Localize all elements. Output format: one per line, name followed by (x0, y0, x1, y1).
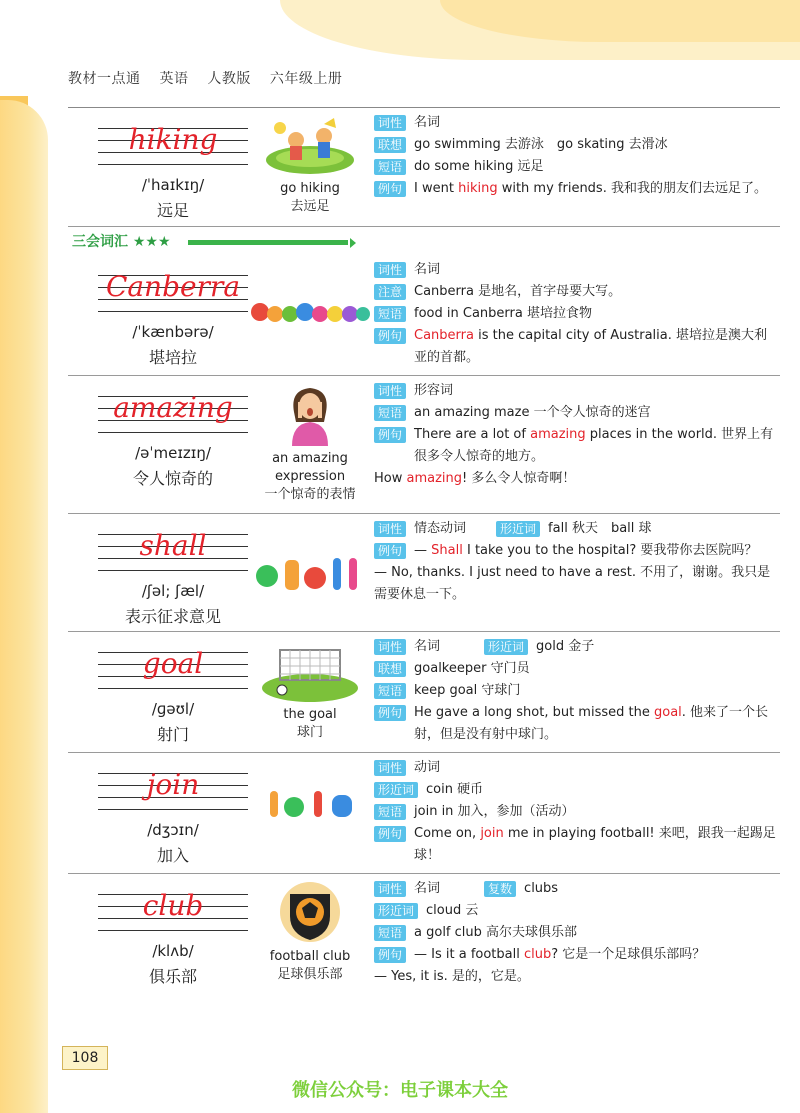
def-text: a golf club 高尔夫球俱乐部 (414, 925, 578, 940)
definition-column (374, 259, 778, 369)
def-row (374, 303, 778, 325)
word-column (98, 261, 248, 368)
vocab-entry-goal (68, 632, 780, 753)
def-tag: 联想 (374, 137, 406, 153)
def-text: Canberra 是地名，首字母要大写。 (414, 284, 622, 299)
handwriting-lines (98, 520, 248, 576)
def-row (374, 540, 778, 562)
def-text: 名词 (414, 262, 441, 277)
def-tag: 词性 (374, 521, 406, 537)
def-row (374, 325, 778, 369)
def-row (374, 922, 778, 944)
header-subject: 英语 (159, 71, 189, 87)
def-tag: 形近词 (496, 521, 540, 537)
example-sentence: How amazing! 多么令人惊奇啊！ (374, 471, 576, 486)
def-tag: 复数 (484, 881, 516, 897)
meaning: 俱乐部 (148, 967, 197, 986)
example-sentence: He gave a long shot, but missed the goal. 他来了一个长射，但是没有射中球门。 (414, 705, 769, 742)
page-edge-decoration-inner (0, 100, 48, 1113)
goal-net-icon (260, 638, 360, 702)
def-row (374, 944, 778, 966)
amazed-woman-icon (280, 382, 340, 446)
section-bar-arrow (350, 238, 356, 248)
image-column (250, 880, 370, 984)
def-row (374, 468, 778, 490)
def-row (374, 823, 778, 867)
def-row (374, 680, 778, 702)
def-text: goalkeeper 守门员 (414, 661, 530, 676)
def-row (374, 178, 778, 200)
def-tag: 词性 (374, 881, 406, 897)
headword: goal (142, 647, 204, 680)
def-text: fall 秋天 ball 球 (548, 521, 652, 536)
vocabulary-content (68, 108, 780, 1014)
def-text: join in 加入，参加（活动） (414, 804, 575, 819)
def-row (374, 112, 778, 134)
meaning: 远足 (156, 201, 189, 220)
def-tag: 例句 (374, 705, 406, 721)
def-tag: 词性 (374, 115, 406, 131)
image-column (250, 554, 370, 598)
def-text: an amazing maze 一个令人惊奇的迷宫 (414, 405, 651, 420)
definition-column (374, 518, 778, 606)
definition-column (374, 757, 778, 867)
def-row (374, 402, 778, 424)
def-row (374, 134, 778, 156)
word-column (98, 759, 248, 866)
def-row (374, 380, 778, 402)
def-row (374, 878, 778, 900)
def-row (374, 424, 778, 468)
word-column (98, 114, 248, 221)
definition-column (374, 380, 778, 490)
def-tag: 短语 (374, 925, 406, 941)
definition-column (374, 878, 778, 988)
headword: shall (139, 529, 207, 562)
example-sentence: — No, thanks. I just need to have a rest. 不用了，谢谢。我只是需要休息一下。 (374, 565, 771, 602)
def-row (374, 562, 778, 606)
section-title (68, 227, 780, 255)
def-text: cloud 云 (426, 903, 479, 918)
headword: Canberra (105, 270, 241, 303)
page-header (68, 68, 356, 88)
example-sentence: I went hiking with my friends. 我和我的朋友们去远足了。 (414, 181, 767, 196)
canberra-letters-icon (250, 295, 370, 329)
phonetic: /ˈhaɪkɪŋ/ (141, 176, 205, 194)
def-text: 动词 (414, 760, 441, 775)
meaning: 令人惊奇的 (132, 469, 213, 488)
example-sentence: There are a lot of amazing places in the world. 世界上有很多令人惊奇的地方。 (414, 427, 774, 464)
def-row (374, 156, 778, 178)
definition-column (374, 112, 778, 200)
phonetic: /ɡəʊl/ (151, 700, 195, 718)
vocab-entry-amazing (68, 376, 780, 514)
image-caption-line: the goal (283, 707, 337, 722)
example-sentence: — Yes, it is. 是的，它是。 (374, 969, 530, 984)
headword: club (142, 889, 204, 922)
def-tag: 形近词 (484, 639, 528, 655)
handwriting-lines (98, 880, 248, 936)
def-tag: 例句 (374, 181, 406, 197)
def-text: do some hiking 远足 (414, 159, 544, 174)
section-bar (188, 240, 348, 245)
def-tag: 注意 (374, 284, 406, 300)
def-tag: 例句 (374, 543, 406, 559)
headword: hiking (128, 123, 218, 156)
def-text: gold 金子 (536, 639, 595, 654)
def-row (374, 281, 778, 303)
image-caption-line: 一个惊奇的表情 (264, 487, 356, 502)
def-tag: 例句 (374, 427, 406, 443)
word-column (98, 382, 248, 489)
def-tag: 词性 (374, 639, 406, 655)
def-tag: 短语 (374, 159, 406, 175)
def-text: keep goal 守球门 (414, 683, 521, 698)
image-column (250, 295, 370, 333)
phonetic: /ˈkænbərə/ (132, 323, 214, 341)
meaning: 表示征求意见 (124, 607, 221, 626)
vocab-entry-join (68, 753, 780, 874)
def-text: coin 硬币 (426, 782, 484, 797)
footer-watermark: 微信公众号：电子课本大全 (292, 1080, 508, 1101)
def-tag: 词性 (374, 262, 406, 278)
def-text: 形容词 (414, 383, 454, 398)
def-text: 名词 (414, 115, 441, 130)
header-grade: 六年级上册 (269, 71, 343, 87)
meaning: 堪培拉 (148, 348, 197, 367)
example-sentence: Canberra is the capital city of Australia. 堪培拉是澳大利亚的首都。 (414, 328, 767, 365)
image-caption-line: 球门 (296, 725, 323, 740)
def-row (374, 658, 778, 680)
shall-letters-icon (255, 554, 365, 594)
example-sentence: — Shall I take you to the hospital? 要我带你去医院吗？ (414, 543, 758, 558)
header-edition: 人教版 (207, 71, 251, 87)
image-caption-line: 足球俱乐部 (277, 967, 343, 982)
def-row (374, 518, 778, 540)
image-caption-line: an amazing (272, 451, 348, 466)
handwriting-lines (98, 638, 248, 694)
headword: amazing (113, 391, 233, 424)
def-row (374, 702, 778, 746)
example-sentence: — Is it a football club? 它是一个足球俱乐部吗？ (414, 947, 706, 962)
def-tag: 形近词 (374, 903, 418, 919)
definition-column (374, 636, 778, 746)
page-number: 108 (62, 1046, 108, 1070)
def-row (374, 801, 778, 823)
image-caption-line: go hiking (280, 181, 340, 196)
football-club-badge-icon (278, 880, 342, 944)
def-tag: 短语 (374, 804, 406, 820)
handwriting-lines (98, 382, 248, 438)
vocab-entry-hiking (68, 108, 780, 227)
def-tag: 例句 (374, 826, 406, 842)
def-row (374, 900, 778, 922)
header-book: 教材一点通 (68, 71, 141, 87)
handwriting-lines (98, 261, 248, 317)
handwriting-lines (98, 759, 248, 815)
def-tag: 短语 (374, 405, 406, 421)
phonetic: /əˈmeɪzɪŋ/ (135, 444, 211, 462)
phonetic: /ʃəl; ʃæl/ (141, 582, 205, 600)
def-row (374, 966, 778, 988)
section-title-text: 三会词汇 ★★★ (72, 234, 171, 250)
image-caption-line: 去远足 (290, 199, 330, 214)
def-tag: 例句 (374, 947, 406, 963)
def-tag: 词性 (374, 760, 406, 776)
def-tag: 短语 (374, 683, 406, 699)
vocab-entry-shall (68, 514, 780, 632)
def-row (374, 779, 778, 801)
def-text: clubs (524, 881, 559, 896)
def-row (374, 757, 778, 779)
def-tag: 形近词 (374, 782, 418, 798)
def-text: food in Canberra 堪培拉食物 (414, 306, 592, 321)
def-text: 名词 (414, 881, 441, 896)
word-column (98, 880, 248, 987)
def-tag: 联想 (374, 661, 406, 677)
image-caption-line: expression (274, 469, 346, 484)
hiking-illustration-icon (262, 114, 358, 176)
image-column (250, 382, 370, 504)
headword: join (146, 768, 200, 801)
def-text: 名词 (414, 639, 441, 654)
meaning: 加入 (156, 846, 189, 865)
word-column (98, 638, 248, 745)
def-row (374, 259, 778, 281)
def-tag: 短语 (374, 306, 406, 322)
image-column (250, 781, 370, 827)
handwriting-lines (98, 114, 248, 170)
example-sentence: Come on, join me in playing football! 来吧，跟我一起踢足球！ (414, 826, 776, 863)
word-column (98, 520, 248, 627)
meaning: 射门 (156, 725, 189, 744)
vocab-entry-club (68, 874, 780, 1014)
phonetic: /dʒɔɪn/ (147, 821, 199, 839)
join-letters-icon (260, 781, 360, 823)
def-tag: 词性 (374, 383, 406, 399)
def-text: go swimming 去游泳 go skating 去滑冰 (414, 137, 668, 152)
image-column (250, 638, 370, 742)
def-row (374, 636, 778, 658)
def-text: 情态动词 (414, 521, 467, 536)
phonetic: /klʌb/ (152, 942, 194, 960)
image-caption-line: football club (269, 949, 351, 964)
vocab-entry-canberra (68, 255, 780, 376)
def-tag: 例句 (374, 328, 406, 344)
image-column (250, 114, 370, 216)
